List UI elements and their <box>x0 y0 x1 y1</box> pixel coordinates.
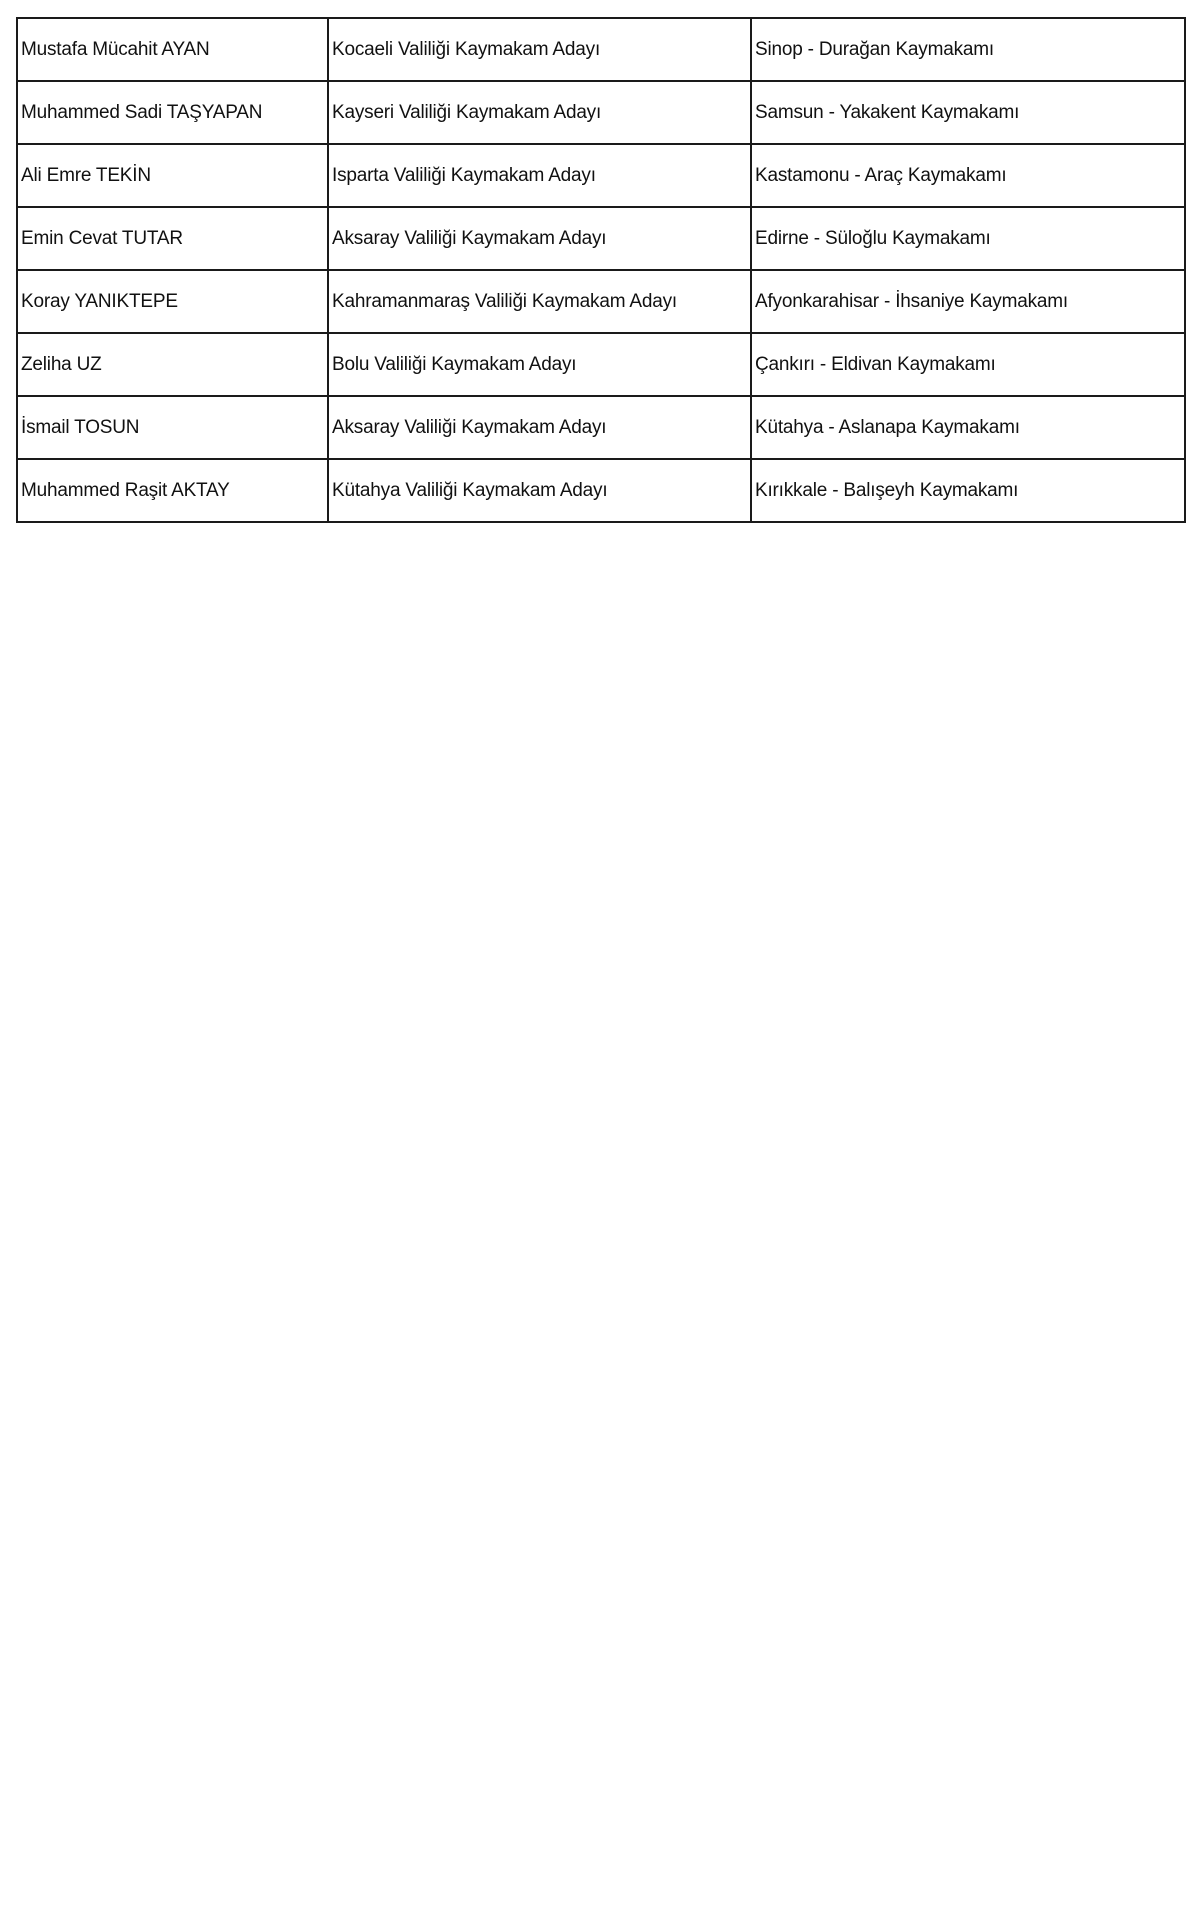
name-cell: Mustafa Mücahit AYAN <box>17 18 328 81</box>
new-post-cell: Edirne - Süloğlu Kaymakamı <box>751 207 1185 270</box>
new-post-cell: Sinop - Durağan Kaymakamı <box>751 18 1185 81</box>
name-cell: Muhammed Sadi TAŞYAPAN <box>17 81 328 144</box>
name-cell: Emin Cevat TUTAR <box>17 207 328 270</box>
table-row <box>17 396 1185 459</box>
new-post-cell: Kırıkkale - Balışeyh Kaymakamı <box>751 459 1185 522</box>
new-post-cell: Samsun - Yakakent Kaymakamı <box>751 81 1185 144</box>
name-cell: Zeliha UZ <box>17 333 328 396</box>
current-post-cell: Kütahya Valiliği Kaymakam Adayı <box>328 459 751 522</box>
name-cell: İsmail TOSUN <box>17 396 328 459</box>
new-post-cell: Kastamonu - Araç Kaymakamı <box>751 144 1185 207</box>
current-post-cell: Kahramanmaraş Valiliği Kaymakam Adayı <box>328 270 751 333</box>
table-row <box>17 81 1185 144</box>
current-post-cell: Kayseri Valiliği Kaymakam Adayı <box>328 81 751 144</box>
name-cell: Koray YANIKTEPE <box>17 270 328 333</box>
new-post-cell: Afyonkarahisar - İhsaniye Kaymakamı <box>751 270 1185 333</box>
current-post-cell: Isparta Valiliği Kaymakam Adayı <box>328 144 751 207</box>
current-post-cell: Bolu Valiliği Kaymakam Adayı <box>328 333 751 396</box>
table-row <box>17 144 1185 207</box>
current-post-cell: Aksaray Valiliği Kaymakam Adayı <box>328 207 751 270</box>
table-row <box>17 207 1185 270</box>
new-post-cell: Çankırı - Eldivan Kaymakamı <box>751 333 1185 396</box>
table-row <box>17 459 1185 522</box>
current-post-cell: Kocaeli Valiliği Kaymakam Adayı <box>328 18 751 81</box>
name-cell: Muhammed Raşit AKTAY <box>17 459 328 522</box>
table-row <box>17 270 1185 333</box>
current-post-cell: Aksaray Valiliği Kaymakam Adayı <box>328 396 751 459</box>
name-cell: Ali Emre TEKİN <box>17 144 328 207</box>
appointments-table <box>16 17 1186 523</box>
new-post-cell: Kütahya - Aslanapa Kaymakamı <box>751 396 1185 459</box>
table-row <box>17 18 1185 81</box>
table-row <box>17 333 1185 396</box>
